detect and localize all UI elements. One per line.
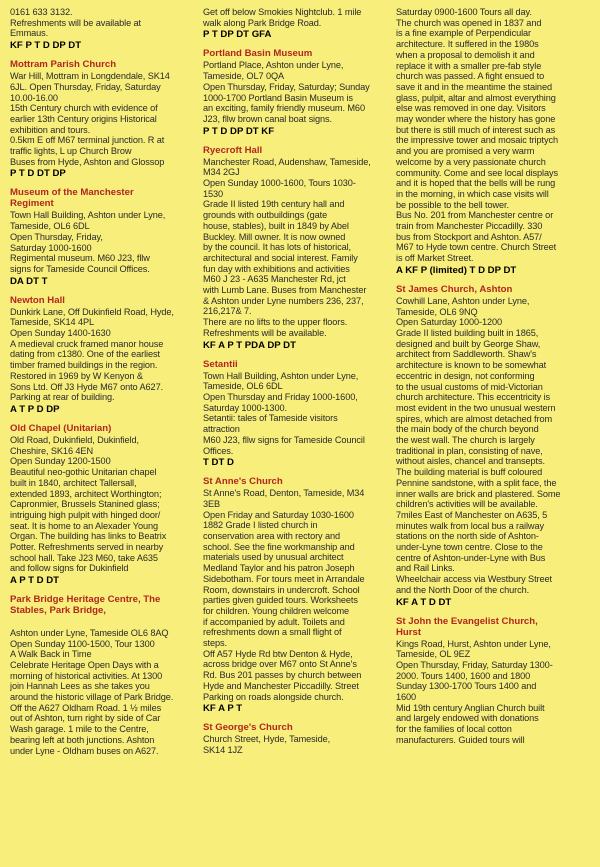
facility-codes: KF A P T PDA DP DT bbox=[203, 339, 296, 351]
listing-entry bbox=[396, 7, 582, 276]
facility-codes: KF A T D DT bbox=[396, 596, 452, 608]
entry-body: Get off below Smokies Nightclub. 1 mile walk along Park Bridge Road. bbox=[203, 7, 362, 28]
listing-entry bbox=[203, 359, 386, 469]
facility-codes: KF A P T bbox=[203, 703, 243, 715]
entry-body: Town Hall Building, Ashton under Lyne, Tameside, OL6 6DL Open Thursday and Friday 1000-1600, Saturday 1000-1300. Setantii: tales of Tameside visitors attraction M60 J23, fllw signs for Tameside Council Offices. bbox=[203, 370, 365, 456]
listing-entry bbox=[10, 187, 193, 286]
facility-codes: T DT D bbox=[203, 457, 234, 469]
listing-entry bbox=[10, 423, 193, 586]
listing-entry bbox=[10, 59, 193, 179]
listing-entry bbox=[203, 145, 386, 351]
listing-entry bbox=[10, 7, 193, 51]
facility-codes: KF P T D DP DT bbox=[10, 40, 82, 52]
facility-codes: P T D DT DP bbox=[10, 168, 66, 180]
entry-body: 0161 633 3132. Refreshments will be available at Emmaus. bbox=[10, 7, 142, 39]
entry-title: St George's Church bbox=[203, 722, 293, 734]
entry-title: Ryecroft Hall bbox=[203, 144, 263, 156]
entry-body: Kings Road, Hurst, Ashton under Lyne, Tameside, OL 9EZ Open Thursday, Friday, Saturday 1300- 2000. Tours 1400, 1600 and 1800 Sunday 1300-1700 Tours 1400 and 1600 Mid 19th century Anglian Church built and largely endowed with donations for the families of local cotton manufacturers. Guided tours will bbox=[396, 638, 553, 745]
entry-title: Old Chapel (Unitarian) bbox=[10, 422, 112, 434]
column-right bbox=[396, 7, 582, 867]
facility-codes: P T D DP DT KF bbox=[203, 125, 275, 137]
entry-body: Church Street, Hyde, Tameside, SK14 1JZ bbox=[203, 734, 331, 755]
facility-codes: A P T D DT bbox=[10, 575, 60, 587]
facility-codes: A T P D DP bbox=[10, 403, 60, 415]
entry-title: Museum of the Manchester Regiment bbox=[10, 187, 134, 210]
listing-entry bbox=[10, 295, 193, 415]
facility-codes: A KF P (limited) T D DP DT bbox=[396, 264, 517, 276]
facility-codes: DA DT T bbox=[10, 275, 48, 287]
entry-title: Portland Basin Museum bbox=[203, 48, 313, 60]
listing-entry bbox=[203, 476, 386, 714]
listing-entry bbox=[203, 48, 386, 136]
entry-body: Saturday 0900-1600 Tours all day. The church was opened in 1837 and is a fine example of Perpendicular architecture. It suffered in the 1980s when a proposal to demolish it and replace it with a smaller pre-fab style church was passed. A fight ensued to save it and in the meantime the stained glass, pulpit, altar and almost everything else was removed in one day. Visitors may wonder where the history has gone but there is still much of interest such as the impressive tower and mosaic triptych and you are promised a very warm welcome by a very passionate church community. Come and see local displays and it is hoped that the bells will be rung in the morning, in which case visits will be possible to the bell tower. Bus No. 201 from Manchester centre or train from Manchester Piccadilly. 330 bus from Stockport and Ashton. A57/ M67 to Hyde town centre. Church Street is off Market Street. bbox=[396, 7, 558, 264]
column-middle bbox=[203, 7, 386, 867]
entry-body: St Anne's Road, Denton, Tameside, M34 3EB Open Friday and Saturday 1030-1600 1882 Grade I listed church in conservation area with rectory and school. See the fine workmanship and materials used by unusual architect Medland Taylor and his patron Joseph Sidebotham. For tours meet in Arrandale Room, downstairs in undercroft. School parties given guided tours. Worksheets for children. Young children welcome if accompanied by adult. Toilets and refreshments down a small flight of steps. Off A57 Hyde Rd btw Denton & Hyde, across bridge over M67 onto St Anne's Rd. Bus 201 passes by church between Hyde and Manchester Piccadilly. Street Parking on roads alongside church. bbox=[203, 488, 365, 702]
listing-entry bbox=[10, 594, 193, 756]
entry-title: St James Church, Ashton bbox=[396, 283, 513, 295]
listing-entry bbox=[396, 284, 582, 608]
entry-body: War Hill, Mottram in Longdendale, SK14 6JL. Open Thursday, Friday, Saturday 10.00-16.00 15th Century church with evidence of earlier 13th Century origins Historical exhibition and tours. 0.5km E off M67 terminal junction. R at traffic lights, L up Church Brow Buses from Hyde, Ashton and Glossop bbox=[10, 71, 170, 167]
entry-title: Park Bridge Heritage Centre, The Stables, Park Bridge, bbox=[10, 594, 161, 617]
entry-body: Old Road, Dukinfield, Dukinfield, Cheshire, SK16 4EN Open Sunday 1200-1500 Beautiful neo-gothic Unitarian chapel built in 1840, architect Tallersall, extended 1893, architect Worthington; Capronmier, Brussels Stanined glass; intriguing high pulpit with hinged door/ seat. It is home to an Alexader Young Organ. The building has links to Beatrix Potter. Refreshments served in nearby school hall. Take J23 M60, take A635 and follow signs for Dukinfield bbox=[10, 434, 167, 574]
entry-body: Cowhill Lane, Ashton under Lyne, Tameside, OL6 9NQ Open Saturday 1000-1200 Grade II listed building built in 1865, designed and built by George Shaw, architect from Saddleworth. Shaw's architecture is known to be somewhat eccentric in design, not conforming to the usual customs of mid-Victorian church architecture. This eccentricity is most evident in the two unusual western spires, which are almost detached from the main body of the church beyond the west wall. The church is largely traditional in plan, consisting of nave, without aisles, chancel and transepts. The building material is buff coloured Pennine sandstone, with a split face, the inner walls are brick and plastered. Some children's activities will be available. 7miles East of Manchester on A635, 5 minutes walk from local bus a railway stations on the north side of Ashton- under-Lyne town centre. Close to the centre of Ashton-under-Lyne with Bus and Rail Links. Wheelchair access via Westbury Street and the North Door of the church. bbox=[396, 295, 561, 595]
listing-entry bbox=[396, 616, 582, 746]
entry-title: Setantii bbox=[203, 358, 238, 370]
entry-title: Mottram Parish Church bbox=[10, 59, 117, 71]
entry-title: St John the Evangelist Church, Hurst bbox=[396, 615, 538, 638]
listing-entry bbox=[203, 722, 386, 755]
entry-body: Portland Place, Ashton under Lyne, Tameside, OL7 0QA Open Thursday, Friday, Saturday; Sunday 1000-1700 Portland Basin Museum is an exciting, family friendly museum. M60 J23, fllw brown canal boat signs. bbox=[203, 60, 370, 124]
entry-body: Manchester Road, Audenshaw, Tameside, M34 2GJ Open Sunday 1000-1600, Tours 1030- 1530 Grade II listed 19th century hall and grounds with outbuildings (gate house, stables), built in 1849 by Abel Buckley. Mill owner. It is now owned by the council. It has lots of historical, architectural and social interest. Family fun day with exhibitions and activities M60 J 23 - A635 Manchester Rd, jct with Lumb Lane. Buses from Manchester & Ashton under Lyne numbers 236, 237, 216,217& 7. There are no lifts to the upper floors. Refreshments will be available. bbox=[203, 156, 371, 338]
entry-title: Newton Hall bbox=[10, 294, 65, 306]
listing-entry bbox=[203, 7, 386, 40]
entry-title: St Anne's Church bbox=[203, 476, 283, 488]
column-left bbox=[10, 7, 193, 867]
entry-body: Dunkirk Lane, Off Dukinfield Road, Hyde, Tameside, SK14 4PL Open Sunday 1400-1630 A medieval cruck framed manor house dating from c1380. One of the earliest timber framed buildings in the region. Restored in 1969 by W Kenyon & Sons Ltd. Off J3 Hyde M67 onto A627. Parking at rear of building. bbox=[10, 306, 174, 403]
facility-codes: P T DP DT GFA bbox=[203, 29, 272, 41]
entry-body: Ashton under Lyne, Tameside OL6 8AQ Open Sunday 1100-1500, Tour 1300 A Walk Back in Time Celebrate Heritage Open Days with a morning of historical activities. At 1300 join Hannah Lees as she takes you around the historic village of Park Bridge. Off the A627 Oldham Road. 1 ½ miles out of Ashton, turn right by side of Car Wash garage. 1 mile to the Centre, bearing left at both junctions. Ashton under Lyne - Oldham buses on A627. bbox=[10, 627, 174, 756]
entry-body: Town Hall Building, Ashton under Lyne, Tameside, OL6 6DL Open Thursday, Friday, Saturday 1000-1600 Regimental museum. M60 J23, fllw signs for Tameside Council Offices. bbox=[10, 210, 166, 274]
